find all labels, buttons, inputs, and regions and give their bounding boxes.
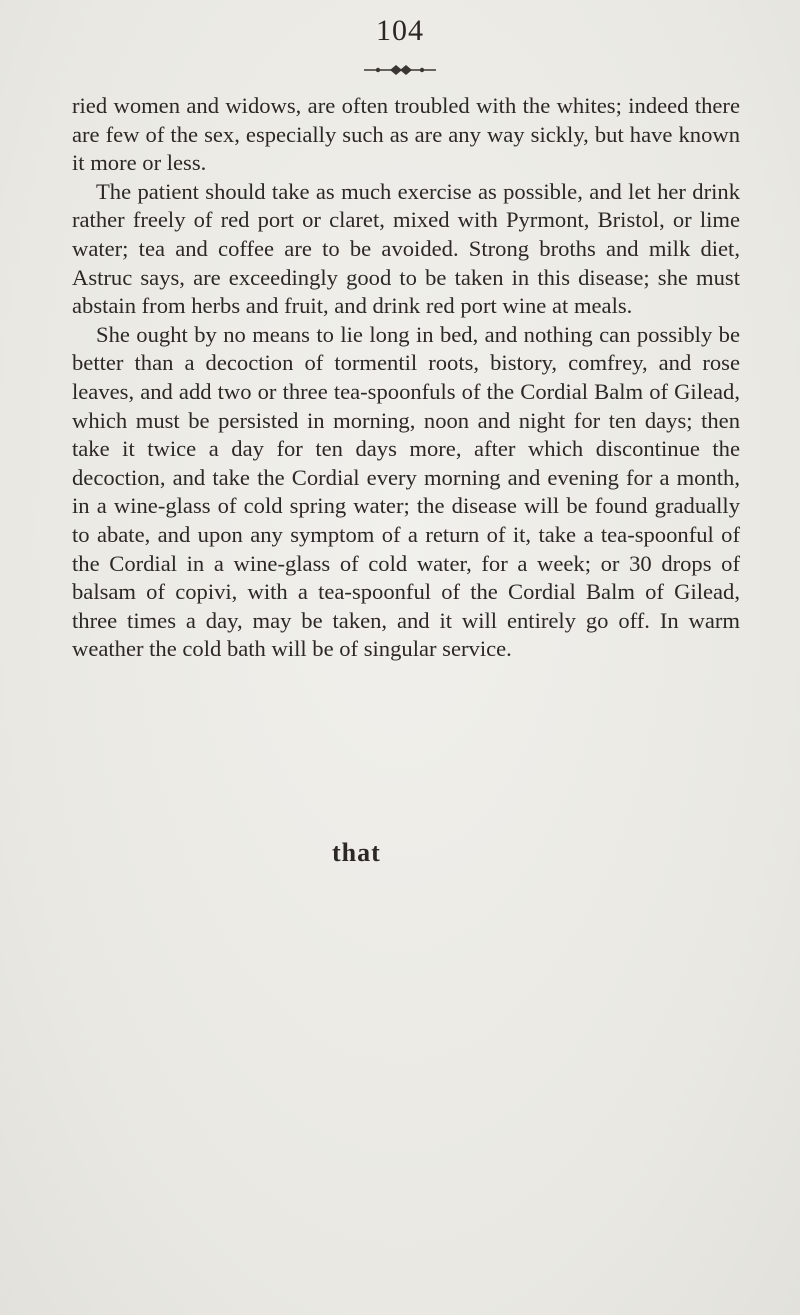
body-text — [72, 92, 740, 664]
printer-ornament — [360, 64, 440, 76]
paragraph: She ought by no means to lie long in bed, and nothing can possibly be better than a decoction of tormentil roots, bistory, comfrey, and rose leaves, and add two or three tea-spoonfuls of the Cordial Balm of Gilead, which must be persisted in morning, noon and night for ten days; then take it twice a day for ten days more, after which discontinue the decoction, and take the Cordial every morning and evening for a month, in a wine-glass of cold spring water; the disease will be found gradually to abate, and upon any symptom of a return of it, take a tea-spoonful of the Cordial in a wine-glass of cold water, for a week; or 30 drops of balsam of copivi, with a tea-spoonful of the Cordial Balm of Gilead, three times a day, may be taken, and it will entirely go off. In warm weather the cold bath will be of singular service. — [72, 321, 740, 662]
catchword: that — [332, 838, 381, 867]
paragraph: ried women and widows, are often troubled with the whites; indeed there are few of the sex, especially such as are any way sickly, but have known it more or less. — [72, 93, 740, 176]
page-number: 104 — [376, 14, 424, 47]
paragraph: The patient should take as much exercise as possible, and let her drink rather freely of red port or claret, mixed with Pyrmont, Bristol, or lime water; tea and coffee are to be avoided. Strong broths and milk diet, Astruc says, are exceedingly good to be taken in this disease; she must abstain from herbs and fruit, and drink red port wine at meals. — [72, 178, 740, 319]
